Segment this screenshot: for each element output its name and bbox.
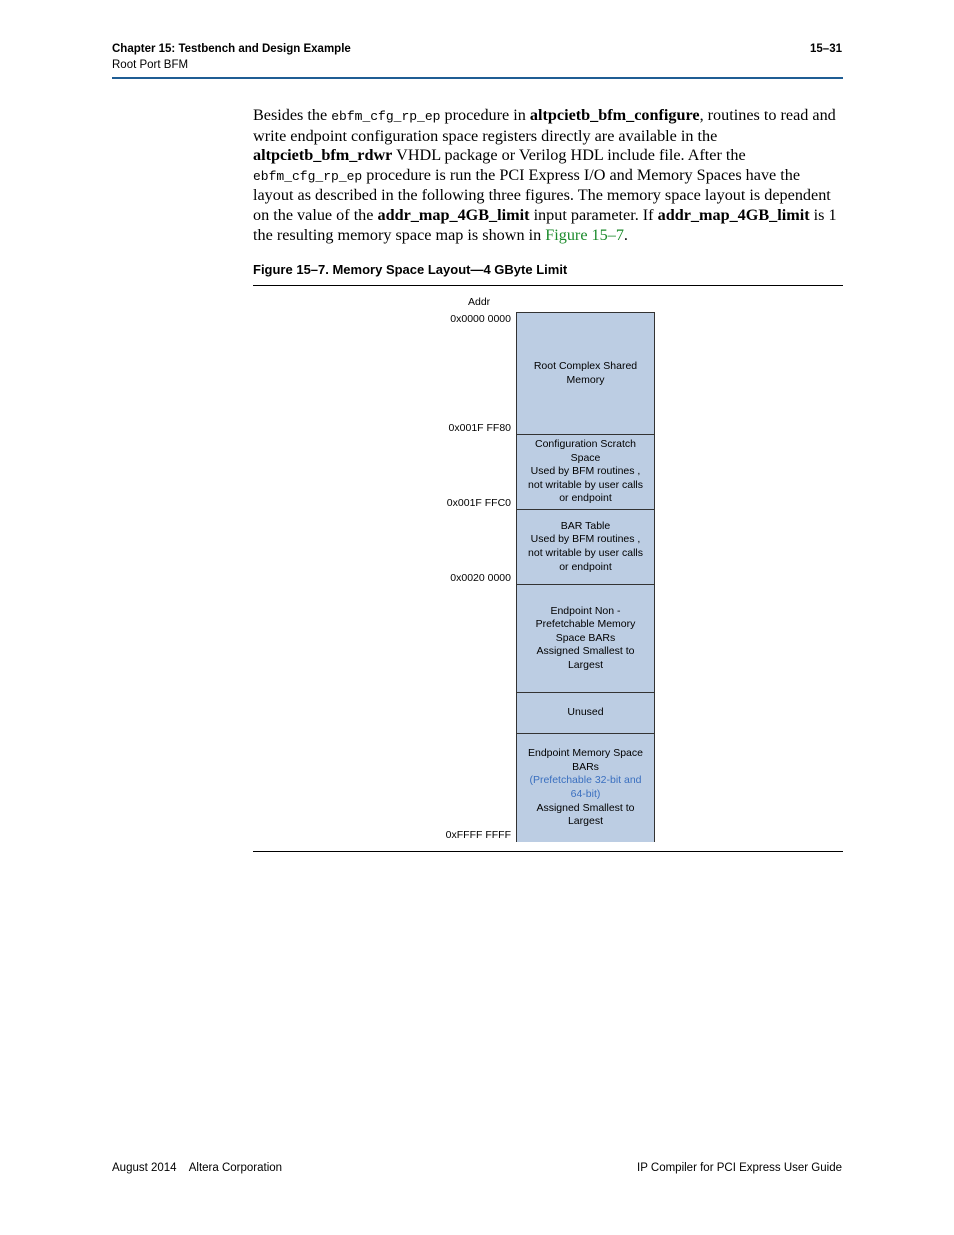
block-line: Largest (567, 815, 603, 828)
bold-run: addr_map_4GB_limit (377, 205, 530, 224)
address-label: 0x0020 0000 (450, 572, 511, 584)
block-line: Prefetchable Memory (535, 618, 636, 631)
address-label: 0xFFFF FFFF (445, 829, 511, 841)
text-run: procedure is run the PCI Express I/O and Memory Spaces have the layout as described in the following three figures. The memory space layout is dependent on the value of the (253, 165, 831, 224)
header-section-title: Root Port BFM (112, 59, 189, 71)
text-run: input parameter. If (529, 205, 658, 224)
figure-rule-top (253, 285, 843, 286)
block-line: Endpoint Memory Space (528, 747, 643, 760)
text-run: VHDL package or Verilog HDL include file. After the (392, 146, 746, 165)
bold-run: altpcietb_bfm_configure (529, 106, 700, 124)
address-label: 0x001F FF80 (448, 422, 511, 434)
memory-block-bar-table (517, 510, 654, 585)
block-line: Space BARs (555, 631, 616, 644)
figure-caption: Figure 15–7. Memory Space Layout—4 GByte Limit (253, 262, 568, 277)
block-line: Memory (566, 373, 605, 386)
figure-cross-reference-link[interactable]: Figure 15–7 (545, 225, 624, 244)
address-label: 0x0000 0000 (450, 313, 511, 325)
address-label: 0x001F FFC0 (446, 497, 511, 509)
block-line: Assigned Smallest to (536, 801, 635, 814)
footer-date-company: August 2014 Altera Corporation (112, 1162, 283, 1174)
block-line: Configuration Scratch (535, 438, 636, 451)
block-line: BARs (572, 760, 599, 773)
header-rule (112, 77, 843, 79)
block-line: Used by BFM routines , (530, 533, 641, 546)
bold-run: addr_map_4GB_limit (657, 205, 810, 224)
block-line: Endpoint Non - (550, 604, 621, 617)
bold-run: altpcietb_bfm_rdwr (253, 146, 393, 165)
address-column-header: Addr (468, 296, 491, 308)
block-line: Root Complex Shared (533, 359, 638, 372)
block-line: or endpoint (559, 560, 612, 573)
block-line-paren: 64-bit) (570, 788, 601, 800)
header-page-number: 15–31 (810, 43, 842, 55)
memory-block-config-scratch (517, 435, 654, 510)
block-line-paren: (Prefetchable 32-bit and (529, 774, 642, 787)
text-run: , routines to read and write endpoint configuration space registers directly are available in the (253, 106, 836, 145)
block-line: Largest (567, 658, 603, 671)
block-line: Used by BFM routines , (530, 465, 641, 478)
text-run: procedure in (440, 106, 530, 124)
block-line: BAR Table (560, 519, 611, 532)
block-line: or endpoint (559, 492, 612, 505)
block-line: Space (570, 451, 601, 464)
block-line: Assigned Smallest to (536, 645, 635, 658)
text-run: . (623, 225, 628, 244)
text-run: is 1 the resulting memory space map is shown in (253, 205, 837, 244)
code-run: ebfm_cfg_rp_ep (253, 168, 363, 184)
footer-guide-title: IP Compiler for PCI Express User Guide (637, 1162, 842, 1174)
block-line: Unused (567, 706, 604, 719)
body-paragraph (253, 106, 843, 245)
header-chapter-title: Chapter 15: Testbench and Design Example (112, 43, 351, 55)
block-line: not writable by user calls (528, 547, 643, 559)
block-line: not writable by user calls (528, 478, 643, 491)
memory-map-column (516, 312, 655, 842)
memory-block-unused (517, 693, 654, 734)
text-run: Besides the (253, 106, 332, 124)
figure-rule-bottom (253, 851, 843, 852)
memory-block-prefetchable (517, 734, 654, 842)
memory-block-non-prefetchable (517, 585, 654, 693)
memory-block-root-complex (517, 313, 654, 435)
code-run: ebfm_cfg_rp_ep (331, 109, 441, 124)
